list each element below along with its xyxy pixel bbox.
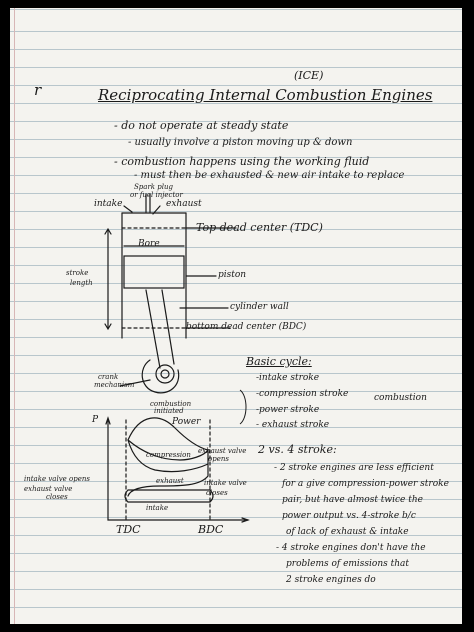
exhaust-valve-opens-label: exhaust valve — [198, 447, 247, 455]
combustion-initiated-label: combustion — [150, 400, 192, 408]
note-line-1: - do not operate at steady state — [114, 119, 289, 132]
cycle-step-compression: -compression stroke — [256, 389, 349, 399]
comparison-line-8: 2 stroke engines do — [286, 575, 376, 585]
note-line-3: - combustion happens using the working fluid — [114, 155, 370, 168]
note-line-4: - must then be exhausted & new air intake to replace — [134, 170, 405, 181]
basic-cycle-heading: Basic cycle: — [246, 355, 312, 368]
spark-plug-label: Spark plug — [134, 183, 173, 191]
cycle-step-exhaust: - exhaust stroke — [256, 420, 330, 430]
comparison-line-3: pair, but have almost twice the — [282, 495, 423, 505]
stroke-label: stroke — [66, 269, 89, 277]
exhaust-valve-closes-label: exhaust valve — [24, 485, 73, 493]
note-line-2: - usually involve a piston moving up & down — [128, 137, 353, 148]
bdc-label: bottom dead center (BDC) — [186, 322, 307, 332]
comparison-line-1: - 2 stroke engines are less efficient — [274, 463, 434, 473]
intake-valve-closes-label-2: closes — [206, 489, 228, 497]
intake-label: intake — [94, 199, 123, 209]
exhaust-label: exhaust — [166, 199, 202, 209]
tdc-label: Top dead center (TDC) — [196, 221, 323, 234]
piston-label: piston — [218, 270, 247, 280]
comparison-line-2: for a give compression-power stroke — [282, 479, 449, 489]
comparison-line-5: of lack of exhaust & intake — [286, 527, 409, 537]
combustion-brace-label: combustion — [374, 393, 427, 403]
tdc-axis-label: TDC — [116, 523, 141, 536]
comparison-heading: 2 vs. 4 stroke: — [258, 443, 337, 456]
injector-label: or fuel injector — [130, 191, 183, 199]
p-axis-label: P — [92, 415, 99, 425]
intake-stroke-label: intake — [146, 504, 169, 512]
cycle-step-intake: -intake stroke — [256, 373, 320, 383]
cylinder-wall-label: cylinder wall — [230, 302, 289, 312]
notebook-page — [10, 8, 462, 624]
stroke-length-label: length — [70, 279, 93, 287]
exhaust-valve-closes-label-2: closes — [46, 493, 68, 501]
crank-mechanism-label: mechanism — [94, 381, 135, 389]
comparison-line-7: problems of emissions that — [286, 559, 410, 569]
comparison-line-4: power output vs. 4-stroke b/c — [282, 511, 416, 521]
title-abbrev: (ICE) — [294, 69, 324, 82]
power-label: Power — [172, 417, 201, 427]
exhaust-valve-opens-label-2: opens — [208, 455, 229, 463]
crank-label: crank — [98, 373, 119, 381]
compression-label: compression — [146, 451, 191, 459]
comparison-line-6: - 4 stroke engines don't have the — [276, 543, 426, 553]
bdc-axis-label: BDC — [198, 523, 224, 536]
corner-mark: r — [34, 81, 42, 99]
exhaust-stroke-label: exhaust — [156, 477, 184, 485]
combustion-initiated-label-2: initiated — [154, 407, 184, 415]
intake-valve-closes-label: intake valve — [204, 479, 247, 487]
bore-label: Bore — [138, 239, 160, 249]
intake-valve-opens-label: intake valve opens — [24, 475, 90, 483]
cycle-step-power: -power stroke — [256, 405, 320, 415]
page-title: Reciprocating Internal Combustion Engines — [98, 86, 433, 104]
